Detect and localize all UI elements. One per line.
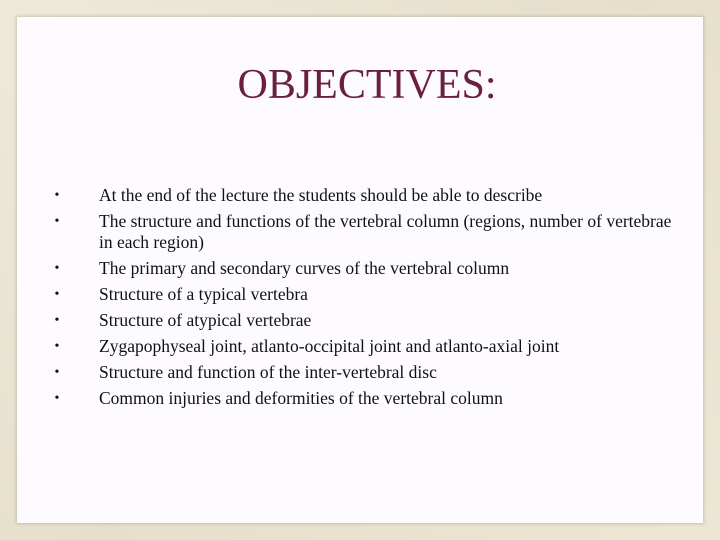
- list-item-text: Zygapophyseal joint, atlanto-occipital joint and atlanto-axial joint: [99, 336, 560, 356]
- list-item: [47, 209, 687, 256]
- objectives-list: [47, 183, 687, 412]
- list-item-text: The primary and secondary curves of the vertebral column: [99, 258, 510, 278]
- list-item: [47, 183, 687, 209]
- list-item-text: Common injuries and deformities of the vertebral column: [99, 388, 503, 408]
- bullet-icon: •: [54, 214, 60, 229]
- list-item: [47, 308, 687, 334]
- bullet-icon: •: [54, 261, 60, 276]
- list-item-text: Structure of a typical vertebra: [99, 284, 308, 304]
- list-item: [47, 334, 687, 360]
- list-item: [47, 360, 687, 386]
- slide-content-area: [17, 17, 703, 523]
- list-item-text: At the end of the lecture the students should be able to describe: [99, 185, 543, 205]
- slide-title: OBJECTIVES:: [237, 62, 497, 108]
- list-item-text: Structure and function of the inter-vertebral disc: [99, 362, 437, 382]
- bullet-icon: •: [54, 365, 60, 380]
- list-item: [47, 386, 687, 412]
- bullet-icon: •: [54, 313, 60, 328]
- bullet-icon: •: [54, 339, 60, 354]
- list-item-text: Structure of atypical vertebrae: [99, 310, 312, 330]
- list-item: [47, 256, 687, 282]
- list-item-text: The structure and functions of the vertebral column (regions, number of vertebrae in each region): [99, 211, 672, 252]
- bullet-icon: •: [54, 188, 60, 203]
- list-item: [47, 282, 687, 308]
- bullet-icon: •: [54, 391, 60, 406]
- bullet-icon: •: [54, 287, 60, 302]
